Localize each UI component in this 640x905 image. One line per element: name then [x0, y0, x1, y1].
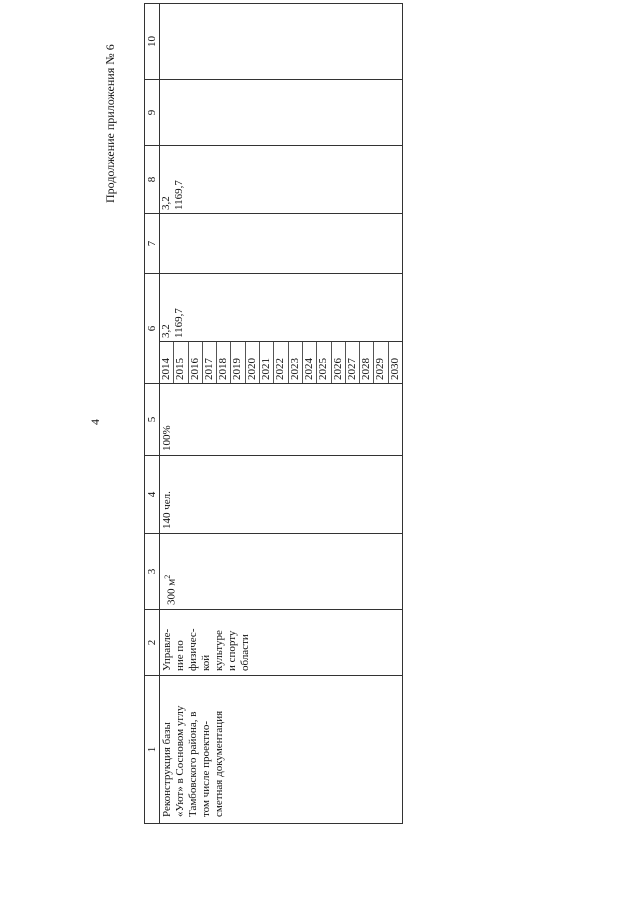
- percent-value: 100%: [161, 425, 173, 451]
- year-item: 2021: [260, 342, 274, 383]
- cell-col7: [160, 214, 403, 274]
- page-caption: Продолжение приложения № 6: [103, 44, 117, 203]
- year-item: 2022: [274, 342, 288, 383]
- year-item: 2029: [374, 342, 388, 383]
- header-col-6: 6: [145, 274, 160, 384]
- header-col-4: 4: [145, 456, 160, 534]
- cell-executor: [160, 610, 403, 676]
- object-name-line-5: сметная документация: [213, 710, 225, 817]
- year-item: 2024: [303, 342, 317, 383]
- page-number: 4: [88, 419, 102, 425]
- header-col-2: 2: [145, 610, 160, 676]
- col8-value: 3,2: [160, 196, 172, 210]
- col6-value: 3,2: [160, 324, 172, 338]
- header-row: [145, 4, 160, 824]
- executor-line-4: кой: [200, 654, 212, 671]
- year-item: 2027: [346, 342, 360, 383]
- cell-percent: [160, 384, 403, 456]
- object-name-line-4: том числе проектно-: [200, 720, 212, 817]
- header-col-10: 10: [145, 4, 160, 80]
- capacity-unit-exponent: 2: [163, 574, 172, 579]
- year-item: 2018: [217, 342, 231, 383]
- header-col-1: 1: [145, 676, 160, 824]
- cell-col10: [160, 4, 403, 80]
- year-item: 2017: [203, 342, 217, 383]
- capacity-value: 300 м: [165, 578, 178, 605]
- cell-years: [160, 342, 403, 384]
- year-item: 2019: [231, 342, 245, 383]
- col8-values: [160, 146, 187, 213]
- header-col-9: 9: [145, 80, 160, 146]
- header-col-5: 5: [145, 384, 160, 456]
- executor-line-2: ние по: [174, 640, 186, 671]
- executor-line-1: Управле-: [161, 628, 173, 671]
- object-name-line-1: Реконструкция базы: [161, 722, 173, 817]
- header-col-3: 3: [145, 534, 160, 610]
- year-item: 2020: [246, 342, 260, 383]
- year-item: 2028: [360, 342, 374, 383]
- year-item: 2030: [388, 358, 401, 380]
- people-value: 140 чел.: [161, 491, 173, 529]
- year-item: 2014: [160, 342, 174, 383]
- object-name-line-2: «Уют» в Сосновом углу: [174, 705, 186, 817]
- year-item: 2025: [317, 342, 331, 383]
- table-row: [160, 4, 403, 824]
- year-item: 2023: [289, 342, 303, 383]
- cell-col6-values: [160, 274, 403, 342]
- data-table: [144, 3, 403, 824]
- executor-line-3: физичес-: [187, 628, 199, 671]
- col6-values: [160, 274, 187, 341]
- cell-people: [160, 456, 403, 534]
- cell-object-name: [160, 676, 403, 824]
- object-name-line-3: Тамбовского района, в: [187, 711, 199, 817]
- col6-value: 1169,7: [173, 308, 186, 338]
- years-list: [160, 342, 402, 383]
- cell-col8-values: [160, 146, 403, 214]
- year-item: 2016: [189, 342, 203, 383]
- executor-line-7: области: [239, 634, 251, 671]
- header-col-7: 7: [145, 214, 160, 274]
- year-item: 2015: [174, 342, 188, 383]
- cell-col9: [160, 80, 403, 146]
- executor-line-6: и спорту: [226, 630, 238, 671]
- executor-line-5: культуре: [213, 630, 225, 671]
- header-col-8: 8: [145, 146, 160, 214]
- cell-capacity: [160, 534, 403, 610]
- col8-value: 1169,7: [173, 180, 186, 210]
- year-item: 2026: [332, 342, 346, 383]
